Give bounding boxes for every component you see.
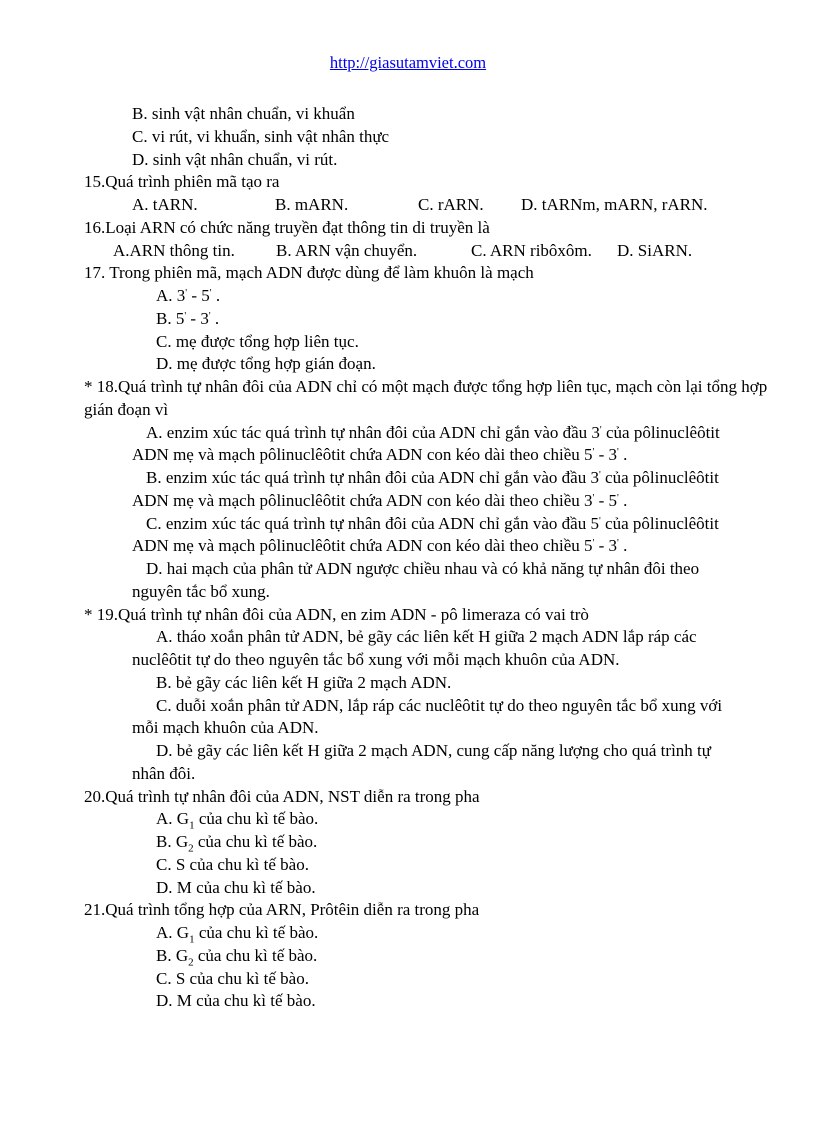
- prime-mark: ': [617, 447, 619, 459]
- q21-a-subscript: 1: [189, 933, 195, 946]
- q15-option-b: B. mARN.: [275, 195, 349, 214]
- q21-b-subscript: 2: [188, 956, 194, 969]
- q18-a-text4: - 3: [594, 445, 618, 465]
- q18-a-text2: của pôlinuclêôtit: [601, 422, 720, 442]
- q16-option-a: A.ARN thông tin.: [113, 240, 235, 260]
- q18-option-a: [84, 422, 796, 445]
- q17-b-text2: - 3: [186, 308, 209, 328]
- q19-option-d-cont: nhân đôi.: [132, 763, 196, 783]
- q17-option-b: [84, 308, 796, 331]
- q20-b-text2: của chu kì tế bào.: [193, 832, 318, 851]
- q18-c-text5: .: [618, 536, 628, 556]
- prime-mark: ': [592, 492, 595, 504]
- q21-b-text1: B. G: [156, 945, 189, 965]
- q18-option-b: [84, 467, 796, 490]
- q17-option-a: [84, 285, 796, 308]
- prime-mark: ': [208, 310, 211, 322]
- q18-stem: * 18.Quá trình tự nhân đôi của ADN chỉ có một mạch được tổng hợp liên tục, mạch còn lại tổng hợp gián đoạn vì: [84, 377, 768, 419]
- q19-option-b: B. bẻ gãy các liên kết H giữa 2 mạch ADN.: [156, 672, 452, 692]
- q15-option-c: C. rARN.: [418, 195, 484, 214]
- page-header: [0, 53, 816, 73]
- q18-a-text5: .: [618, 445, 628, 465]
- q15-options: [84, 194, 796, 217]
- q20-option-a: [84, 808, 796, 831]
- header-link[interactable]: http://giasutamviet.com: [329, 53, 487, 72]
- q16-option-b: B. ARN vận chuyển.: [276, 240, 418, 260]
- prime-mark: ': [592, 538, 595, 550]
- q20-b-text1: B. G: [156, 832, 189, 851]
- prime-mark: ': [184, 310, 187, 322]
- q21-option-d: D. M của chu kì tế bào.: [156, 991, 316, 1011]
- q16-option-c: C. ARN ribôxôm.: [471, 240, 592, 260]
- q20-option-b: [84, 831, 796, 854]
- q16-option-d: D. SiARN.: [617, 240, 693, 260]
- q14-option-d: D. sinh vật nhân chuẩn, vi rút.: [132, 149, 338, 169]
- q20-option-d: D. M của chu kì tế bào.: [156, 877, 316, 897]
- q18-b-text5: .: [618, 490, 628, 510]
- q18-option-c-cont: [84, 535, 796, 558]
- q19-option-c: C. duỗi xoắn phân tử ADN, lắp ráp các nuclêôtit tự do theo nguyên tắc bổ xung với: [156, 695, 723, 715]
- q17-a-text3: .: [211, 286, 221, 305]
- q18-c-text4: - 3: [594, 536, 618, 556]
- q18-option-d: D. hai mạch của phân tử ADN ngược chiều nhau và có khả năng tự nhân đôi theo: [146, 559, 700, 578]
- q18-option-c: [84, 513, 796, 536]
- q17-option-d: D. mẹ được tổng hợp gián đoạn.: [156, 354, 376, 374]
- q20-a-text2: của chu kì tế bào.: [194, 809, 319, 829]
- q18-c-text2: của pôlinuclêôtit: [600, 513, 719, 533]
- q20-a-text1: A. G: [156, 809, 190, 829]
- q20-a-subscript: 1: [189, 819, 195, 832]
- q18-a-text1: A. enzim xúc tác quá trình tự nhân đôi của ADN chỉ gắn vào đầu 3: [146, 422, 600, 442]
- q21-option-c: C. S của chu kì tế bào.: [156, 968, 309, 988]
- q21-a-text2: của chu kì tế bào.: [194, 923, 319, 942]
- prime-mark: ': [209, 288, 212, 299]
- q21-option-a: [84, 922, 796, 945]
- q14-option-c: C. vi rút, vi khuẩn, sinh vật nhân thực: [132, 126, 390, 146]
- q19-option-c-cont: mỗi mạch khuôn của ADN.: [132, 718, 319, 738]
- q17-option-c: C. mẹ được tổng hợp liên tục.: [156, 331, 359, 351]
- q15-stem: 15.Quá trình phiên mã tạo ra: [84, 172, 280, 192]
- q17-a-text2: - 5: [187, 286, 210, 305]
- q18-option-a-cont: [84, 444, 796, 467]
- q20-stem: 20.Quá trình tự nhân đôi của ADN, NST diễn ra trong pha: [84, 786, 480, 806]
- q18-option-d-cont: nguyên tắc bổ xung.: [132, 581, 270, 601]
- q17-stem: 17. Trong phiên mã, mạch ADN được dùng để làm khuôn là mạch: [84, 263, 534, 283]
- q16-options: [84, 240, 796, 263]
- q14-option-b: B. sinh vật nhân chuẩn, vi khuẩn: [132, 104, 355, 123]
- q19-option-a-cont: nuclêôtit tự do theo nguyên tắc bổ xung với mỗi mạch khuôn của ADN.: [132, 650, 620, 669]
- q21-a-text1: A. G: [156, 923, 190, 942]
- prime-mark: ': [598, 515, 601, 527]
- q18-a-text3: ADN mẹ và mạch pôlinuclêôtit chứa ADN con kéo dài theo chiều 5: [132, 445, 593, 465]
- q18-c-text1: C. enzim xúc tác quá trình tự nhân đôi của ADN chỉ gắn vào đầu 5: [146, 513, 599, 533]
- prime-mark: ': [592, 447, 595, 459]
- prime-mark: ': [617, 492, 619, 504]
- q20-option-c: C. S của chu kì tế bào.: [156, 854, 309, 874]
- q18-b-text2: của pôlinuclêôtit: [600, 468, 719, 487]
- prime-mark: ': [185, 288, 188, 299]
- q21-b-text2: của chu kì tế bào.: [193, 945, 318, 965]
- q19-option-a: A. tháo xoắn phân tử ADN, bẻ gãy các liên kết H giữa 2 mạch ADN lắp ráp các: [156, 627, 697, 647]
- q19-stem: * 19.Quá trình tự nhân đôi của ADN, en zim ADN - pô limeraza có vai trò: [84, 604, 589, 624]
- q18-b-text1: B. enzim xúc tác quá trình tự nhân đôi của ADN chỉ gắn vào đầu 3: [146, 468, 599, 487]
- prime-mark: ': [598, 470, 601, 481]
- q20-b-subscript: 2: [188, 842, 194, 855]
- q17-b-text1: B. 5: [156, 308, 185, 328]
- q18-b-text4: - 5: [594, 490, 618, 510]
- q17-a-text1: A. 3: [156, 286, 186, 305]
- q16-stem: 16.Loại ARN có chức năng truyền đạt thông tin di truyền là: [84, 217, 490, 237]
- q21-option-b: [84, 945, 796, 968]
- q15-option-d: D. tARNm, mARN, rARN.: [521, 195, 708, 214]
- document-body: [84, 103, 796, 1013]
- q18-c-text3: ADN mẹ và mạch pôlinuclêôtit chứa ADN con kéo dài theo chiều 5: [132, 536, 593, 556]
- prime-mark: ': [599, 424, 602, 436]
- q18-option-b-cont: [84, 490, 796, 513]
- q17-b-text3: .: [210, 308, 220, 328]
- q21-stem: 21.Quá trình tổng hợp của ARN, Prôtêin diễn ra trong pha: [84, 900, 480, 920]
- q18-b-text3: ADN mẹ và mạch pôlinuclêôtit chứa ADN con kéo dài theo chiều 3: [132, 490, 593, 510]
- q15-option-a: A. tARN.: [132, 195, 198, 214]
- prime-mark: ': [617, 538, 619, 550]
- q19-option-d: D. bẻ gãy các liên kết H giữa 2 mạch ADN, cung cấp năng lượng cho quá trình tự: [156, 741, 711, 760]
